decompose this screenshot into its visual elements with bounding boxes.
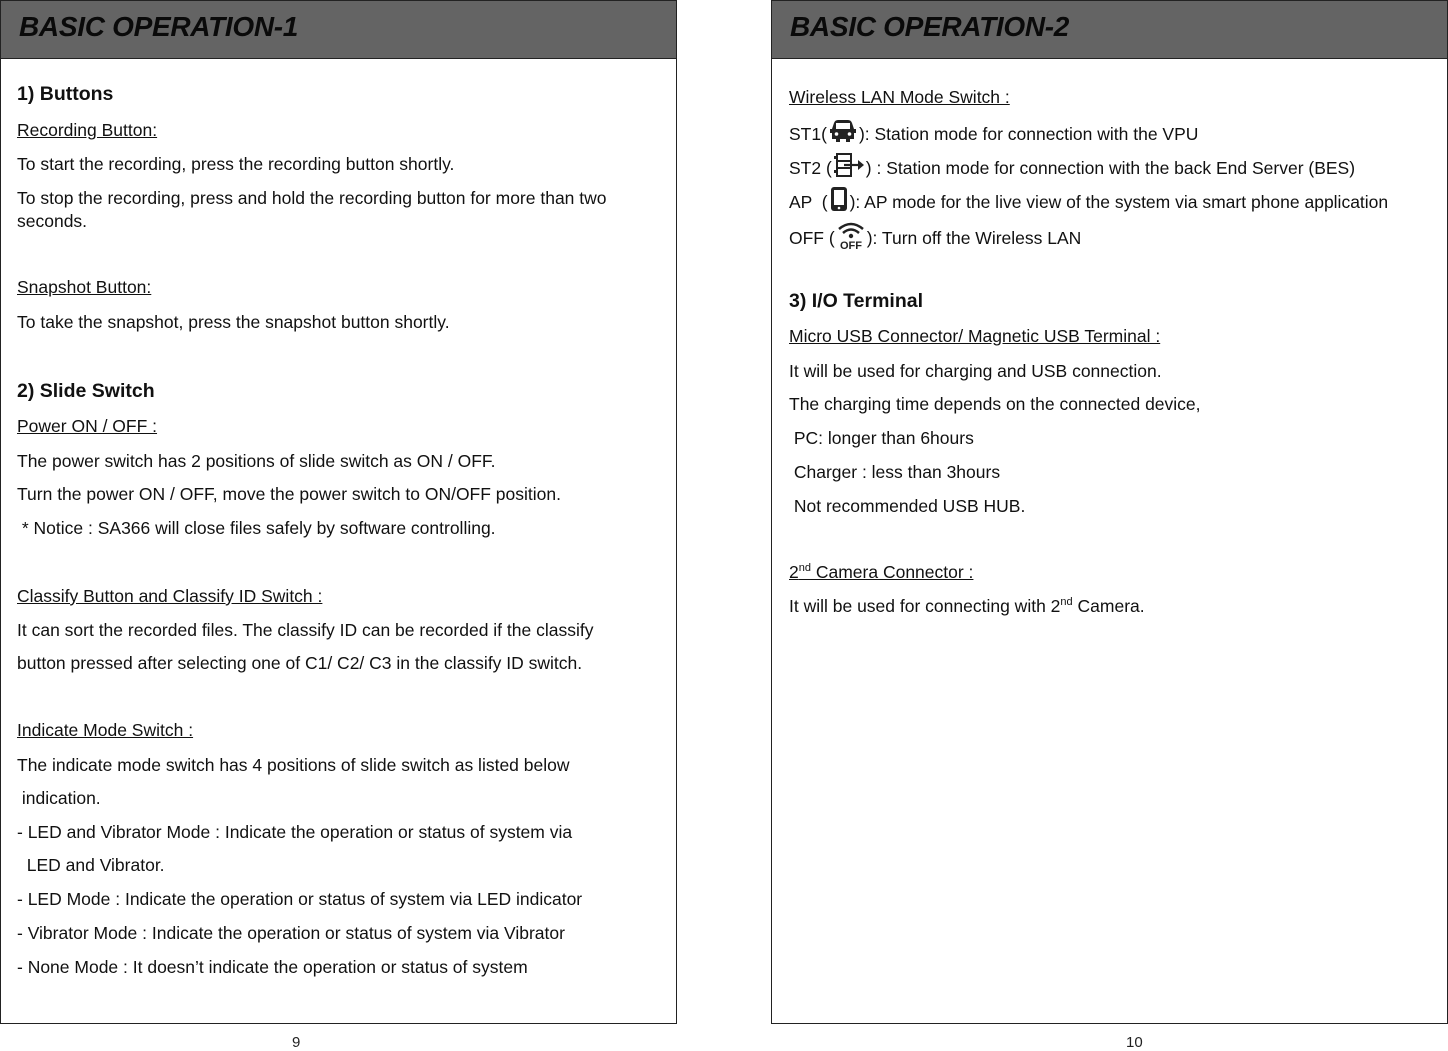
power-switch-label: Power ON / OFF : xyxy=(17,416,158,436)
indicate-mode-label: Indicate Mode Switch : xyxy=(17,720,194,740)
page-right xyxy=(771,0,1448,1024)
recording-text-3: seconds. xyxy=(17,211,88,231)
classify-label: Classify Button and Classify ID Switch : xyxy=(17,586,323,606)
indicate-text-7: - None Mode : It doesn’t indicate the operation or status of system xyxy=(17,957,528,977)
wlan-mode-label: Wireless LAN Mode Switch : xyxy=(789,87,1010,107)
usb-text-2: The charging time depends on the connected device, xyxy=(789,394,1201,414)
usb-connector-label: Micro USB Connector/ Magnetic USB Terminal : xyxy=(789,326,1161,346)
camera-label-num: 2 xyxy=(789,562,799,582)
off-prefix: OFF ( xyxy=(789,228,835,249)
section-heading-slide-switch: 2) Slide Switch xyxy=(17,380,155,402)
off-line xyxy=(789,222,1081,257)
indicate-text-3: - LED and Vibrator Mode : Indicate the operation or status of system via xyxy=(17,822,573,842)
wifi-off-icon xyxy=(835,220,867,255)
indicate-text-5: - LED Mode : Indicate the operation or status of system via LED indicator xyxy=(17,889,583,909)
usb-text-4: Charger : less than 3hours xyxy=(789,462,1001,482)
recording-text-2: To stop the recording, press and hold the recording button for more than two xyxy=(17,188,607,208)
recording-button-label: Recording Button: xyxy=(17,120,158,140)
section-heading-buttons: 1) Buttons xyxy=(17,83,114,105)
st1-prefix: ST1( xyxy=(789,124,827,145)
off-text: ): Turn off the Wireless LAN xyxy=(866,228,1082,249)
indicate-text-4: LED and Vibrator. xyxy=(17,855,165,875)
usb-text-5: Not recommended USB HUB. xyxy=(789,496,1026,516)
camera-label-sup: nd xyxy=(798,562,811,575)
indicate-text-6: - Vibrator Mode : Indicate the operation or status of system via Vibrator xyxy=(17,923,565,943)
camera-text-sup: nd xyxy=(1060,596,1073,609)
ap-text: ): AP mode for the live view of the system via smart phone application xyxy=(849,192,1389,213)
st1-line xyxy=(789,120,1198,151)
usb-text-3: PC: longer than 6hours xyxy=(789,428,974,448)
server-arrow-icon xyxy=(832,152,866,183)
st2-line xyxy=(789,154,1355,185)
page-left xyxy=(0,0,677,1024)
recording-text-1: To start the recording, press the recording button shortly. xyxy=(17,154,455,174)
camera-text-post: Camera. xyxy=(1072,596,1145,616)
st1-text: ): Station mode for connection with the VPU xyxy=(858,124,1199,145)
smartphone-icon xyxy=(828,186,850,217)
power-text-1: The power switch has 2 positions of slide switch as ON / OFF. xyxy=(17,451,496,471)
classify-text-2: button pressed after selecting one of C1/ C2/ C3 in the classify ID switch. xyxy=(17,653,583,673)
page-title: BASIC OPERATION-1 xyxy=(1,1,676,59)
camera-label-rest: Camera Connector : xyxy=(810,562,974,582)
page-number-right: 10 xyxy=(1126,1034,1143,1051)
page-number-left: 9 xyxy=(292,1034,301,1051)
usb-text-1: It will be used for charging and USB connection. xyxy=(789,361,1162,381)
off-icon-label: OFF xyxy=(839,240,862,250)
ap-prefix: AP ( xyxy=(789,192,828,213)
power-text-2: Turn the power ON / OFF, move the power switch to ON/OFF position. xyxy=(17,484,561,504)
st2-prefix: ST2 ( xyxy=(789,158,832,179)
page-title: BASIC OPERATION-2 xyxy=(772,1,1447,59)
classify-text-1: It can sort the recorded files. The classify ID can be recorded if the classify xyxy=(17,620,594,640)
car-icon xyxy=(827,118,859,149)
st2-text: ) : Station mode for connection with the back End Server (BES) xyxy=(865,158,1356,179)
camera-text xyxy=(789,596,1145,617)
power-notice: * Notice : SA366 will close files safely by software controlling. xyxy=(17,518,496,538)
camera-connector-label xyxy=(789,562,973,583)
indicate-text-2: indication. xyxy=(17,788,101,808)
indicate-text-1: The indicate mode switch has 4 positions of slide switch as listed below xyxy=(17,755,570,775)
camera-text-pre: It will be used for connecting with 2 xyxy=(789,596,1061,616)
snapshot-button-label: Snapshot Button: xyxy=(17,277,152,297)
snapshot-text: To take the snapshot, press the snapshot button shortly. xyxy=(17,312,450,332)
ap-line xyxy=(789,188,1388,219)
section-heading-io-terminal: 3) I/O Terminal xyxy=(789,290,924,312)
